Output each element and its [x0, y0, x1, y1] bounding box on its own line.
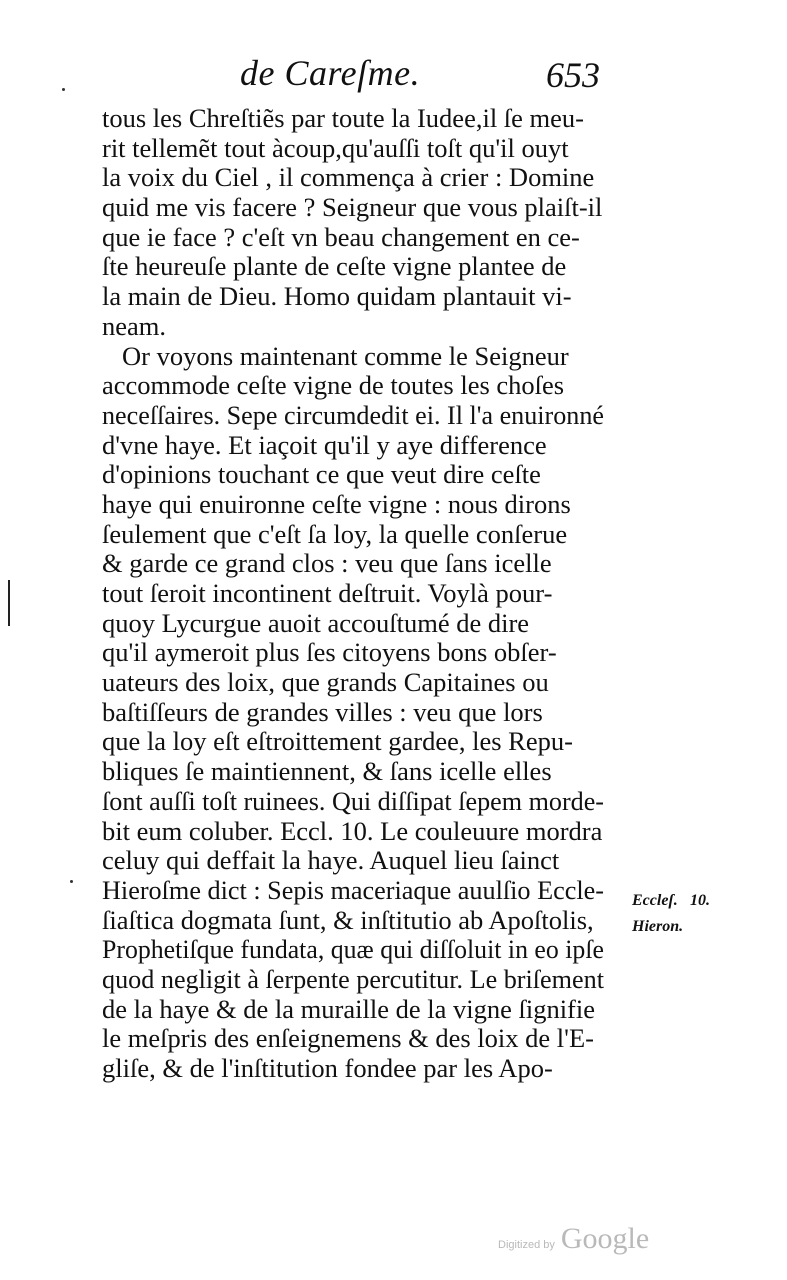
text-line: bit eum coluber. Eccl. 10. Le couleuure mordra: [102, 815, 603, 846]
text-line: accommode ceſte vigne de toutes les choſes: [102, 370, 565, 401]
watermark-prefix: Digitized by: [498, 1239, 555, 1251]
text-line: qu'il aymeroit plus ſes citoyens bons obſer-: [102, 637, 557, 668]
text-line: ſiaſtica dogmata ſunt, & inſtitutio ab Apoſtolis,: [102, 904, 594, 935]
scan-speck: [62, 88, 65, 91]
text-line: haye qui enuironne ceſte vigne : nous dirons: [102, 488, 571, 519]
text-line: gliſe, & de l'inſtitution fondee par les Apo-: [102, 1053, 553, 1083]
margin-note-chapter: 10.: [690, 892, 710, 909]
text-line: ſeulement que c'eſt ſa loy, la quelle conſerue: [102, 518, 568, 549]
text-line: que la loy eſt eſtroittement gardee, les Repu-: [102, 726, 573, 757]
text-line: la voix du Ciel , il commença à crier : Domine: [102, 162, 595, 193]
text-line: d'opinions touchant ce que veut dire ceſte: [102, 459, 541, 490]
running-title: de Careſme.: [240, 53, 421, 93]
text-line: quoy Lycurgue auoit accouſtumé de dire: [102, 607, 530, 638]
page-number: 653: [546, 55, 600, 95]
scan-speck: [70, 880, 73, 883]
text-line: de la haye & de la muraille de la vigne ſignifie: [102, 993, 596, 1024]
margin-note-hieron: Hieron.: [632, 918, 684, 935]
text-line: quod negligit à ſerpente percutitur. Le briſement: [102, 963, 604, 994]
text-line: tout ſeroit incontinent deſtruit. Voylà pour-: [102, 578, 553, 608]
text-line: ſont auſſi toſt ruinees. Qui diſſipat ſepem morde-: [102, 785, 605, 816]
text-line: celuy qui deffait la haye. Auquel lieu ſainct: [102, 845, 560, 876]
text-line: bliques ſe maintiennent, & ſans icelle elles: [102, 756, 552, 787]
text-line: Hieroſme dict : Sepis maceriaque auulſio Eccle-: [102, 874, 604, 905]
text-line: quid me vis facere ? Seigneur que vous plaiſt-il: [102, 192, 603, 223]
text-line: ſte heureuſe plante de ceſte vigne plantee de: [102, 251, 567, 282]
text-line: le meſpris des enſeignemens & des loix de l'E-: [102, 1023, 594, 1054]
text-line: neceſſaires. Sepe circumdedit ei. Il l'a enuironné: [102, 399, 604, 430]
page-header: [240, 52, 600, 102]
text-line: d'vne haye. Et iaçoit qu'il y aye difference: [102, 429, 547, 460]
text-line: tous les Chreſtiẽs par toute la Iudee,il ſe meu-: [102, 103, 585, 133]
google-watermark: [498, 1222, 649, 1256]
google-logo: Google: [560, 1222, 650, 1255]
margin-note-eccles: Eccleſ.: [632, 892, 678, 909]
text-line: Or voyons maintenant comme le Seigneur: [122, 340, 569, 371]
text-line: la main de Dieu. Homo quidam plantauit vi-: [102, 281, 572, 312]
text-line: neam.: [102, 310, 167, 341]
text-line: que ie face ? c'eſt vn beau changement en ce-: [102, 221, 580, 252]
scan-edge-mark: [8, 580, 10, 626]
text-line: uateurs des loix, que grands Capitaines ou: [102, 667, 549, 698]
text-line: baſtiſſeurs de grandes villes : veu que lors: [102, 696, 543, 727]
text-line: Prophetiſque fundata, quæ qui diſſoluit in eo ipſe: [102, 934, 604, 965]
body-text: [102, 104, 604, 1084]
text-line: & garde ce grand clos : veu que ſans icelle: [102, 548, 552, 579]
text-line: rit tellemẽt tout àcoup,qu'auſſi toſt qu'il ouyt: [102, 132, 569, 163]
